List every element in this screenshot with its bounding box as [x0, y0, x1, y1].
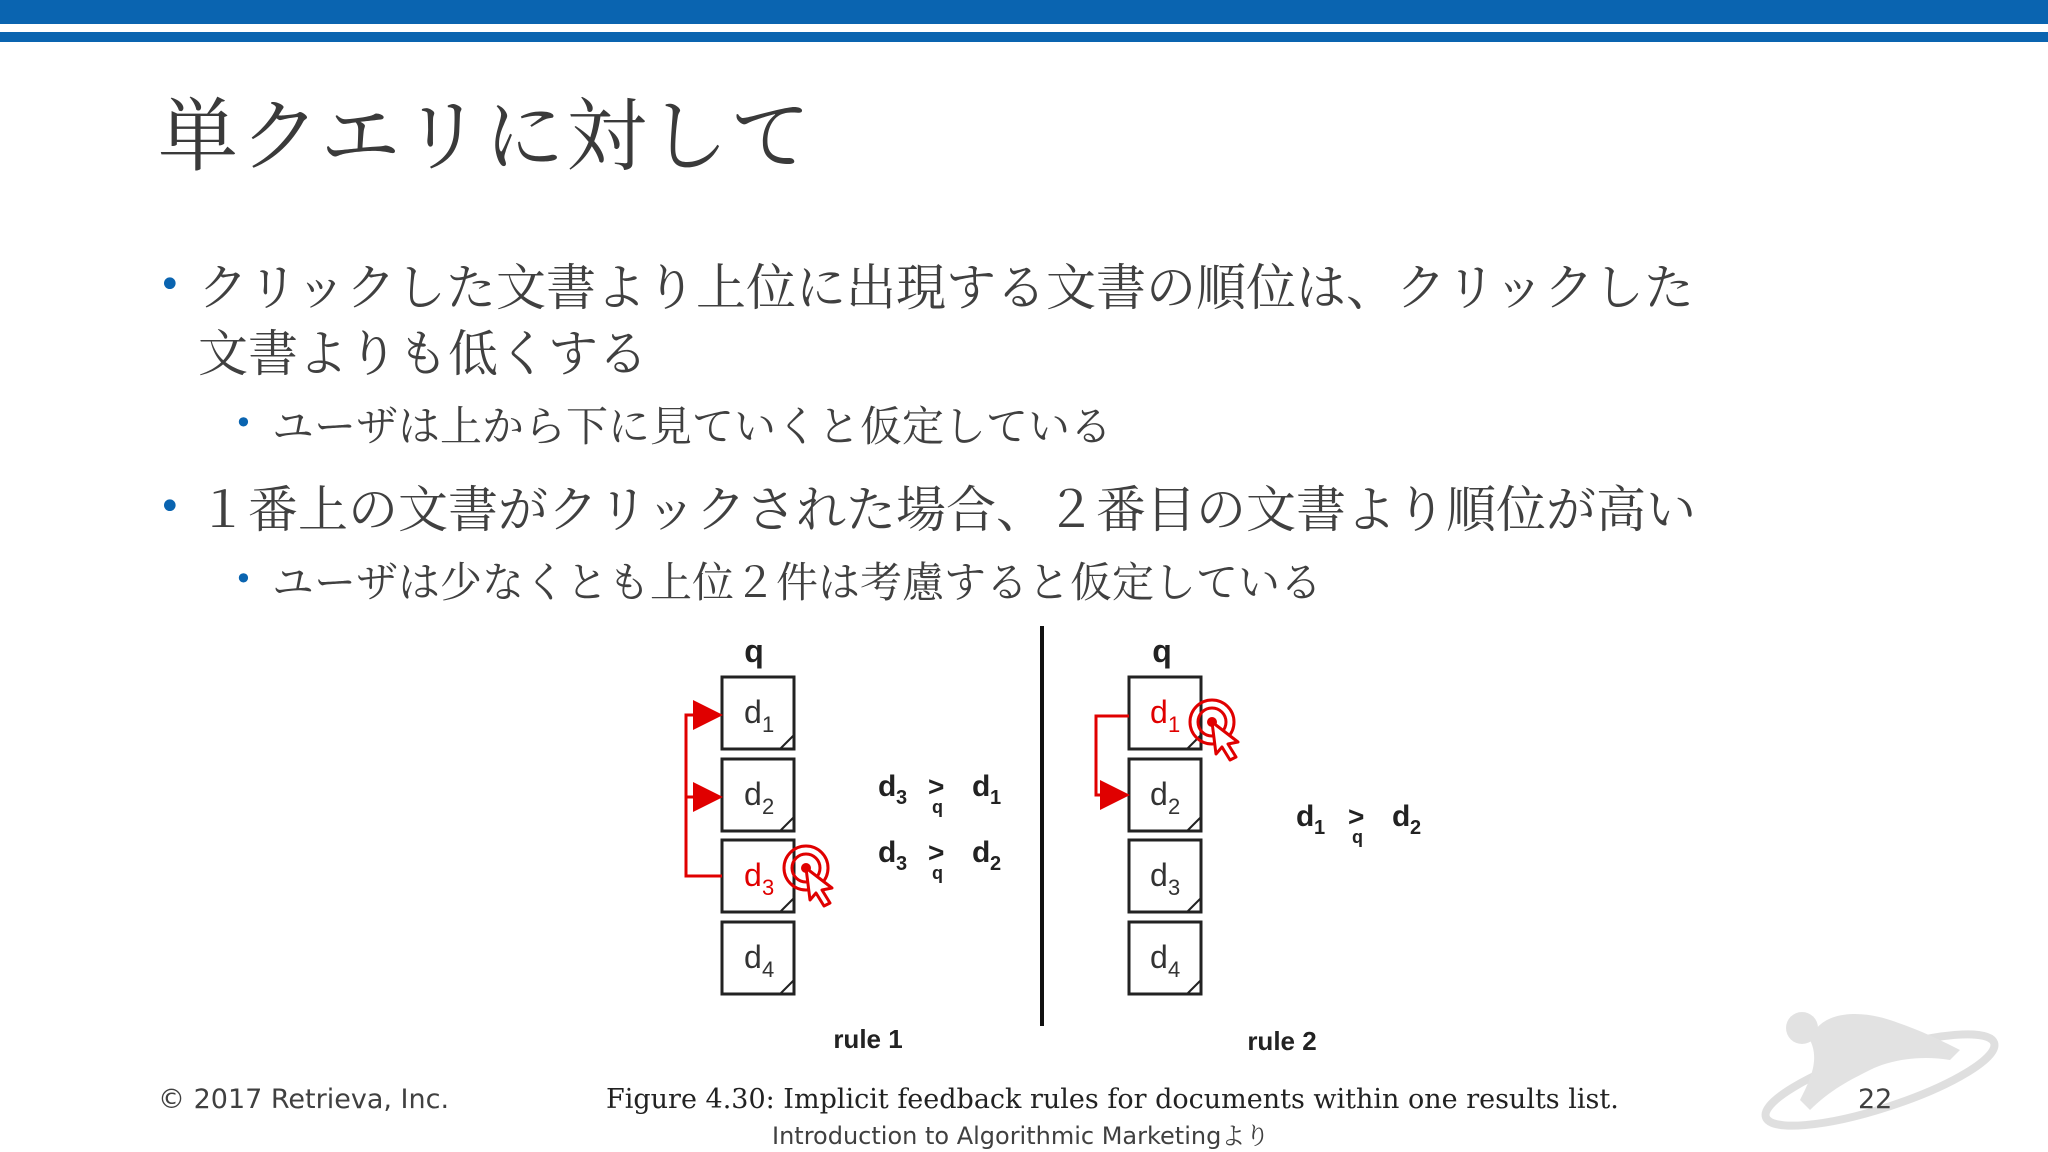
- doc-subscript: 4: [1168, 957, 1181, 982]
- relation-symbol: >: [928, 837, 945, 868]
- doc-letter: d: [1150, 694, 1168, 730]
- figure-source: Introduction to Algorithmic Marketingより: [772, 1122, 1270, 1150]
- figure-caption: Figure 4.30: Implicit feedback rules for documents within one results list.: [606, 1084, 1619, 1115]
- rule2-doc-d3: [1129, 840, 1201, 912]
- doc-letter: d: [1392, 800, 1411, 833]
- doc-letter: d: [744, 694, 762, 730]
- page-number: 22: [1858, 1084, 1893, 1115]
- relation-sub: q: [932, 863, 943, 883]
- rule1-doc-d1: [722, 677, 794, 749]
- rule2-doc-d1-clicked: [1129, 677, 1201, 749]
- rule2-doc-d2: [1129, 759, 1201, 831]
- doc-subscript: 4: [762, 957, 775, 982]
- rule2-relation-1: [1296, 800, 1421, 847]
- relation-sub: q: [1352, 827, 1363, 847]
- doc-letter: d: [1150, 939, 1168, 975]
- doc-subscript: 1: [1168, 712, 1181, 737]
- rule2-doc-d4: [1129, 922, 1201, 994]
- rule1-doc-d4: [722, 922, 794, 994]
- bullet-marker: •: [158, 262, 182, 308]
- bullet-1-line-1: クリックした文書より上位に出現する文書の順位は、クリックした: [198, 259, 1694, 317]
- doc-letter: d: [1150, 776, 1168, 812]
- doc-letter: d: [744, 939, 762, 975]
- relation-symbol: >: [1348, 801, 1365, 832]
- rule1-doc-d3-clicked: [722, 840, 794, 912]
- doc-subscript: 3: [762, 875, 775, 900]
- doc-subscript: 2: [1168, 794, 1181, 819]
- rule1-arrows: [686, 715, 722, 876]
- rule2-arrows: [1096, 716, 1129, 795]
- doc-letter: d: [972, 770, 991, 803]
- sub-bullet-1: ユーザは上から下に見ていくと仮定している: [272, 402, 1113, 451]
- query-label: q: [744, 633, 764, 669]
- bullet-1-line-2: 文書よりも低くする: [198, 325, 648, 383]
- doc-letter: d: [744, 776, 762, 812]
- doc-subscript: 2: [990, 853, 1002, 875]
- doc-letter: d: [1150, 857, 1168, 893]
- doc-letter: d: [878, 836, 897, 869]
- slide-title: 単クエリに対して: [158, 90, 813, 183]
- relation-symbol: >: [928, 771, 945, 802]
- bullet-marker: •: [158, 484, 182, 530]
- rule1-doc-d2: [722, 759, 794, 831]
- rule1-relation-1: [878, 770, 1001, 817]
- sub-bullet-marker: •: [234, 560, 253, 598]
- doc-letter: d: [1296, 800, 1315, 833]
- mascot-logo-icon: [1757, 1012, 2003, 1144]
- rule1-label: rule 1: [833, 1024, 903, 1054]
- rule2-label: rule 2: [1247, 1026, 1317, 1056]
- rule1-relation-2: [878, 836, 1001, 883]
- rule1-doc-list: [722, 677, 794, 994]
- doc-letter: d: [744, 857, 762, 893]
- copyright-text: © 2017 Retrieva, Inc.: [158, 1084, 450, 1115]
- doc-subscript: 1: [990, 787, 1002, 809]
- sub-bullet-marker: •: [234, 404, 253, 442]
- sub-bullet-2: ユーザは少なくとも上位２件は考慮すると仮定している: [272, 558, 1323, 607]
- doc-subscript: 3: [896, 787, 908, 809]
- doc-letter: d: [878, 770, 897, 803]
- relation-sub: q: [932, 797, 943, 817]
- doc-subscript: 3: [896, 853, 908, 875]
- doc-letter: d: [972, 836, 991, 869]
- doc-subscript: 2: [1410, 817, 1422, 839]
- doc-subscript: 3: [1168, 875, 1181, 900]
- bullet-2-line-1: １番上の文書がクリックされた場合、２番目の文書より順位が高い: [198, 481, 1696, 539]
- doc-subscript: 2: [762, 794, 775, 819]
- query-label: q: [1152, 633, 1172, 669]
- doc-subscript: 1: [1314, 817, 1326, 839]
- doc-subscript: 1: [762, 712, 775, 737]
